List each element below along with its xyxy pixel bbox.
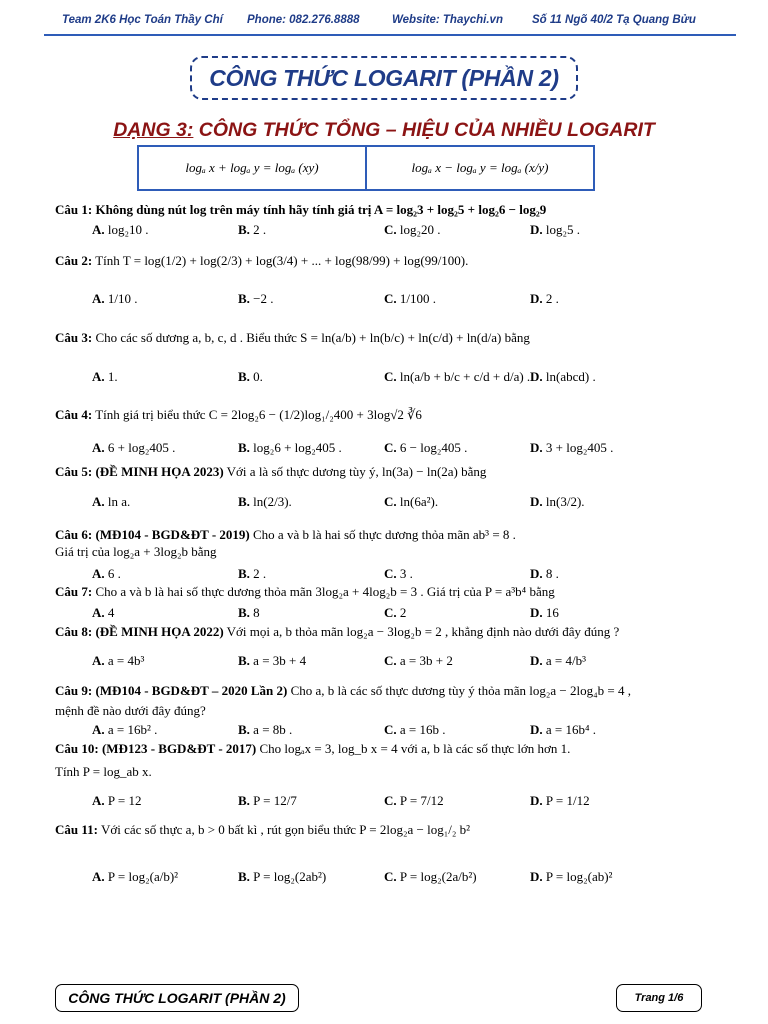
option-text: ln(a/b + b/c + c/d + d/a) . xyxy=(399,369,531,384)
option-text: 6 . xyxy=(107,566,121,581)
option-letter: C. xyxy=(384,566,397,581)
option-letter: C. xyxy=(384,440,397,455)
header-address: Số 11 Ngõ 40/2 Tạ Quang Bửu xyxy=(532,14,696,26)
option-text: 16 xyxy=(545,605,559,620)
question-source: (MĐ104 - BGD&ĐT - 2019) xyxy=(95,527,250,542)
footer-title: CÔNG THỨC LOGARIT (PHẦN 2) xyxy=(55,984,299,1012)
answer-option-b xyxy=(238,869,326,885)
page-title: CÔNG THỨC LOGARIT (PHẦN 2) xyxy=(209,64,559,91)
question-9-continued: mệnh đề nào dưới đây đúng? xyxy=(55,703,206,718)
answer-option-d xyxy=(530,653,586,669)
option-letter: A. xyxy=(92,722,105,737)
option-letter: B. xyxy=(238,369,250,384)
question-6 xyxy=(55,527,516,543)
option-text: 4 xyxy=(107,605,115,620)
option-letter: B. xyxy=(238,605,250,620)
option-letter: B. xyxy=(238,494,250,509)
header-website: Website: Thaychi.vn xyxy=(392,14,503,26)
question-6-continued: Giá trị của log₂a + 3log₂b bằng xyxy=(55,544,217,559)
answer-option-a xyxy=(92,440,175,456)
title-box xyxy=(190,56,578,100)
option-text: a = 16b . xyxy=(399,722,446,737)
option-letter: B. xyxy=(238,653,250,668)
option-text: 2 . xyxy=(253,566,267,581)
answer-option-b xyxy=(238,369,263,385)
option-letter: C. xyxy=(384,793,397,808)
option-letter: A. xyxy=(92,605,105,620)
answer-option-d xyxy=(530,222,580,238)
option-text: 3 + log₂405 . xyxy=(545,440,614,455)
question-source: (ĐỀ MINH HỌA 2022) xyxy=(95,624,224,639)
option-letter: B. xyxy=(238,869,250,884)
question-label: Câu 5: xyxy=(55,464,93,479)
option-letter: D. xyxy=(530,369,543,384)
answer-option-b xyxy=(238,222,266,238)
question-10-continued: Tính P = log_ab x. xyxy=(55,764,152,779)
option-letter: D. xyxy=(530,291,543,306)
option-text: a = 3b + 2 xyxy=(399,653,453,668)
option-letter: C. xyxy=(384,291,397,306)
question-4 xyxy=(55,407,422,423)
option-letter: C. xyxy=(384,494,397,509)
option-text: a = 4b³ xyxy=(107,653,145,668)
answer-option-d xyxy=(530,869,612,885)
question-text: Với các số thực a, b > 0 bất kì , rút gọn biểu thức P = 2log₂a − log₁/₂ b² xyxy=(101,822,471,837)
answer-option-d xyxy=(530,291,559,307)
answer-option-a xyxy=(92,222,149,238)
option-letter: D. xyxy=(530,722,543,737)
option-letter: D. xyxy=(530,566,543,581)
question-text: Với a là số thực dương tùy ý, ln(3a) − ln(2a) bằng xyxy=(223,464,487,479)
option-text: −2 . xyxy=(253,291,274,306)
formula-difference: logₐ x − logₐ y = logₐ (x/y) xyxy=(411,160,549,175)
answer-option-c xyxy=(384,869,477,885)
option-letter: C. xyxy=(384,869,397,884)
option-letter: A. xyxy=(92,222,105,237)
option-text: a = 8b . xyxy=(253,722,293,737)
question-label: Câu 8: xyxy=(55,624,93,639)
option-text: log₂10 . xyxy=(107,222,149,237)
answer-option-d xyxy=(530,440,613,456)
option-text: log₂20 . xyxy=(399,222,441,237)
question-label: Câu 7: xyxy=(55,584,93,599)
option-letter: D. xyxy=(530,605,543,620)
question-7 xyxy=(55,584,555,600)
option-text: a = 16b⁴ . xyxy=(545,722,597,737)
answer-option-a xyxy=(92,722,157,738)
option-letter: B. xyxy=(238,222,250,237)
question-text: Cho logₐx = 3, log_b x = 4 với a, b là các số thực lớn hơn 1. xyxy=(256,741,571,756)
option-text: 1/10 . xyxy=(107,291,138,306)
question-5 xyxy=(55,464,486,480)
question-text: Cho a và b là hai số thực dương thỏa mãn 3log₂a + 4log₂b = 3 . Giá trị của P = a³b⁴ bằng xyxy=(95,584,555,599)
option-text: 2 . xyxy=(253,222,267,237)
question-source: (MĐ123 - BGD&ĐT - 2017) xyxy=(101,741,257,756)
question-label: Câu 11: xyxy=(55,822,98,837)
question-1 xyxy=(55,202,546,218)
option-letter: D. xyxy=(530,793,543,808)
header-divider xyxy=(44,34,736,36)
option-letter: D. xyxy=(530,653,543,668)
answer-option-b xyxy=(238,605,260,621)
question-label: Câu 2: xyxy=(55,253,93,268)
option-letter: A. xyxy=(92,291,105,306)
question-label: Câu 10: xyxy=(55,741,99,756)
option-text: 8 xyxy=(253,605,260,620)
answer-option-d xyxy=(530,494,585,510)
question-text: Cho các số dương a, b, c, d . Biểu thức S = ln(a/b) + ln(b/c) + ln(c/d) + ln(d/a) bằng xyxy=(95,330,530,345)
option-letter: A. xyxy=(92,566,105,581)
answer-option-a xyxy=(92,566,121,582)
option-text: 6 − log₂405 . xyxy=(399,440,468,455)
answer-option-d xyxy=(530,793,590,809)
question-10 xyxy=(55,741,570,757)
option-letter: C. xyxy=(384,369,397,384)
answer-option-d xyxy=(530,605,559,621)
section-heading xyxy=(0,119,768,142)
answer-option-c xyxy=(384,793,444,809)
option-text: P = log₂(a/b)² xyxy=(107,869,179,884)
option-letter: A. xyxy=(92,369,105,384)
page-header xyxy=(44,14,736,32)
option-letter: D. xyxy=(530,869,543,884)
option-text: ln a. xyxy=(107,494,131,509)
answer-option-d xyxy=(530,722,596,738)
option-text: P = 12/7 xyxy=(253,793,297,808)
option-text: P = 7/12 xyxy=(399,793,444,808)
option-text: log₂6 + log₂405 . xyxy=(253,440,342,455)
question-9 xyxy=(55,683,631,699)
question-text: Tính giá trị biểu thức C = 2log₂6 − (1/2)log₁/₂400 + 3log√2 ∛6 xyxy=(95,407,422,422)
option-letter: D. xyxy=(530,494,543,509)
answer-option-c xyxy=(384,440,467,456)
option-text: P = log₂(2a/b²) xyxy=(399,869,477,884)
option-letter: A. xyxy=(92,494,105,509)
option-letter: D. xyxy=(530,222,543,237)
question-text: Cho a, b là các số thực dương tùy ý thỏa mãn log₂a − 2log₄b = 4 , xyxy=(287,683,631,698)
answer-option-c xyxy=(384,291,436,307)
option-text: 0. xyxy=(253,369,263,384)
option-text: 2 xyxy=(399,605,407,620)
answer-option-b xyxy=(238,440,342,456)
option-text: 1. xyxy=(107,369,118,384)
option-text: ln(3/2). xyxy=(545,494,585,509)
option-letter: A. xyxy=(92,440,105,455)
answer-option-c xyxy=(384,369,530,385)
question-label: Câu 9: xyxy=(55,683,93,698)
answer-option-a xyxy=(92,369,118,385)
footer-page-number: Trang 1/6 xyxy=(616,984,702,1012)
option-letter: A. xyxy=(92,869,105,884)
option-text: 6 + log₂405 . xyxy=(107,440,176,455)
option-letter: B. xyxy=(238,722,250,737)
option-letter: B. xyxy=(238,566,250,581)
answer-option-c xyxy=(384,222,441,238)
answer-option-a xyxy=(92,653,144,669)
option-letter: B. xyxy=(238,291,250,306)
option-letter: C. xyxy=(384,653,397,668)
question-text: Không dùng nút log trên máy tính hãy tính giá trị A = log₂3 + log₂5 + log₂6 − log₂9 xyxy=(95,202,547,217)
answer-option-c xyxy=(384,566,413,582)
answer-option-b xyxy=(238,494,292,510)
question-source: (MĐ104 - BGD&ĐT – 2020 Lần 2) xyxy=(95,683,288,698)
question-source: (ĐỀ MINH HỌA 2023) xyxy=(95,464,224,479)
option-text: a = 3b + 4 xyxy=(253,653,307,668)
option-text: P = log₂(2ab²) xyxy=(253,869,327,884)
question-11 xyxy=(55,822,470,838)
answer-option-a xyxy=(92,869,178,885)
question-text: Với mọi a, b thỏa mãn log₂a − 3log₂b = 2 , khẳng định nào dưới đây đúng ? xyxy=(223,624,620,639)
option-text: a = 4/b³ xyxy=(545,653,587,668)
answer-option-a xyxy=(92,793,141,809)
formula-table xyxy=(137,145,595,191)
option-text: ln(6a²). xyxy=(399,494,439,509)
option-text: ln(abcd) . xyxy=(545,369,596,384)
option-text: ln(2/3). xyxy=(253,494,292,509)
answer-option-c xyxy=(384,653,453,669)
answer-option-a xyxy=(92,494,130,510)
answer-option-b xyxy=(238,291,274,307)
option-text: P = log₂(ab)² xyxy=(545,869,613,884)
answer-option-c xyxy=(384,605,406,621)
option-text: P = 1/12 xyxy=(545,793,590,808)
formula-sum: logₐ x + logₐ y = logₐ (xy) xyxy=(139,147,367,189)
option-text: 1/100 . xyxy=(399,291,437,306)
question-label: Câu 3: xyxy=(55,330,93,345)
option-text: P = 12 xyxy=(107,793,142,808)
header-phone: Phone: 082.276.8888 xyxy=(247,14,360,26)
answer-option-a xyxy=(92,291,138,307)
option-letter: A. xyxy=(92,793,105,808)
option-text: log₂5 . xyxy=(545,222,581,237)
question-label: Câu 4: xyxy=(55,407,93,422)
header-team: Team 2K6 Học Toán Thầy Chí xyxy=(62,14,223,26)
answer-option-c xyxy=(384,494,438,510)
option-text: a = 16b² . xyxy=(107,722,158,737)
option-letter: A. xyxy=(92,653,105,668)
question-label: Câu 6: xyxy=(55,527,93,542)
question-3 xyxy=(55,330,530,346)
answer-option-a xyxy=(92,605,114,621)
question-2 xyxy=(55,253,468,269)
option-letter: B. xyxy=(238,793,250,808)
option-letter: B. xyxy=(238,440,250,455)
answer-option-b xyxy=(238,653,306,669)
option-letter: C. xyxy=(384,722,397,737)
answer-option-d xyxy=(530,369,596,385)
option-letter: C. xyxy=(384,605,397,620)
section-title: CÔNG THỨC TỔNG – HIỆU CỦA NHIỀU LOGARIT xyxy=(193,119,655,141)
answer-option-b xyxy=(238,793,297,809)
question-text: Cho a và b là hai số thực dương thỏa mãn ab³ = 8 . xyxy=(249,527,516,542)
question-label: Câu 1: xyxy=(55,202,93,217)
answer-option-b xyxy=(238,722,292,738)
option-text: 8 . xyxy=(545,566,559,581)
option-text: 2 . xyxy=(545,291,559,306)
answer-option-c xyxy=(384,722,446,738)
option-text: 3 . xyxy=(399,566,413,581)
option-letter: D. xyxy=(530,440,543,455)
option-letter: C. xyxy=(384,222,397,237)
answer-option-b xyxy=(238,566,266,582)
question-8 xyxy=(55,624,619,640)
section-prefix: DẠNG 3: xyxy=(113,119,194,141)
answer-option-d xyxy=(530,566,559,582)
question-text: Tính T = log(1/2) + log(2/3) + log(3/4) + ... + log(98/99) + log(99/100). xyxy=(95,253,469,268)
